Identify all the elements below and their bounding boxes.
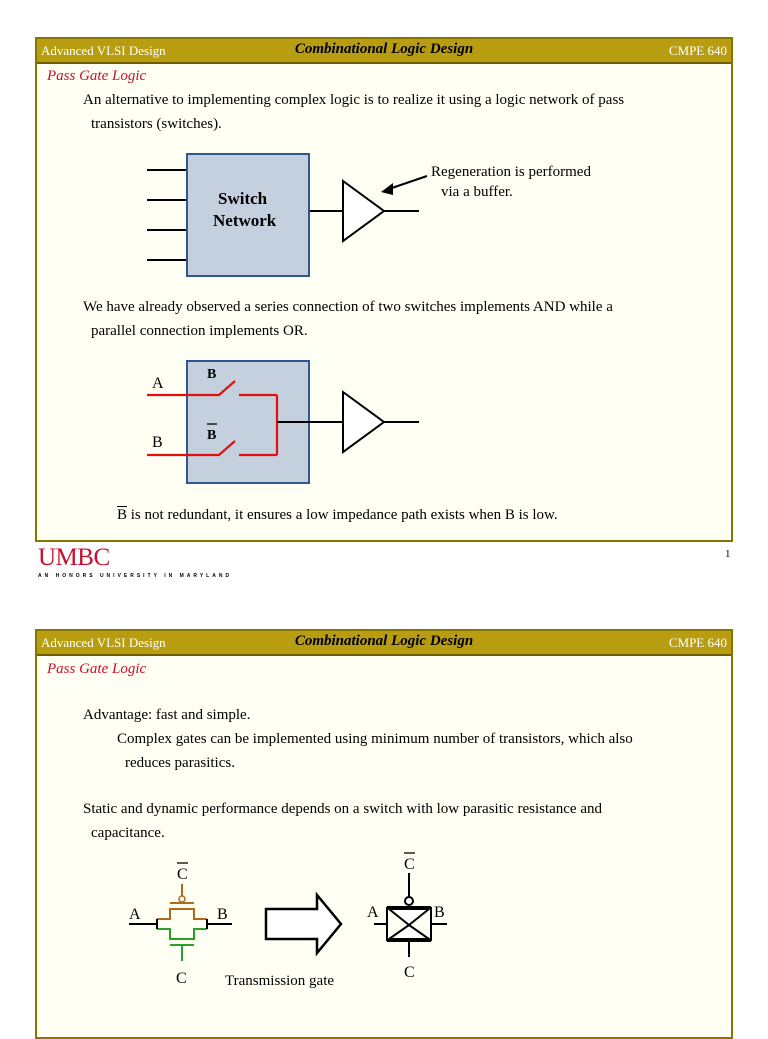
sym-a-label: A	[367, 904, 379, 921]
slide-header-2	[37, 631, 731, 656]
para2-line-2: parallel connection implements OR.	[91, 323, 308, 339]
chapter-title: Combinational Logic Design	[294, 41, 474, 57]
block-label-2: Network	[213, 211, 277, 230]
para2-line-1: We have already observed a series connection of two switches implements AND while a	[83, 299, 613, 315]
note-text	[117, 503, 558, 527]
input-a-label: A	[152, 375, 164, 392]
umbc-logo	[38, 545, 232, 579]
switch-label-bbar: B	[207, 428, 217, 443]
annotation-line-2: via a buffer.	[441, 184, 513, 200]
course-name-2: Advanced VLSI Design	[41, 635, 166, 650]
intro-text-2: transistors (switches).	[91, 116, 222, 132]
input-b-label: B	[152, 434, 163, 451]
logo-text: UMBC	[38, 544, 110, 571]
slide-title: Pass Gate Logic	[47, 68, 147, 84]
slide-title-2: Pass Gate Logic	[47, 661, 147, 677]
tg-c-label: C	[176, 970, 187, 987]
buffer-symbol	[343, 181, 384, 241]
logo-subtext: AN HONORS UNIVERSITY IN MARYLAND	[38, 573, 233, 579]
tg-caption: Transmission gate	[225, 973, 335, 989]
switch-label-b: B	[207, 367, 217, 382]
sym-c-label: C	[404, 964, 415, 981]
chapter-title-2: Combinational Logic Design	[294, 633, 474, 649]
annotation-line-1: Regeneration is performed	[431, 164, 591, 180]
tg-b-label: B	[217, 906, 228, 923]
slide-2	[35, 629, 733, 1039]
advantage-detail-1: Complex gates can be implemented using minimum number of transistors, which also	[117, 731, 633, 747]
course-name: Advanced VLSI Design	[41, 43, 166, 58]
block-label-1: Switch	[218, 189, 268, 208]
course-code: CMPE 640	[668, 43, 727, 58]
slide-1	[35, 37, 733, 542]
buffer-symbol-2	[343, 392, 384, 452]
course-code-2: CMPE 640	[668, 635, 727, 650]
arrow-icon	[381, 183, 393, 195]
nmos-transistor	[157, 929, 207, 961]
note-rest: is not redundant, it ensures a low impedance path exists when B is low.	[127, 507, 558, 523]
static-line-1: Static and dynamic performance depends on a switch with low parasitic resistance and	[83, 801, 602, 817]
switch-example-diagram	[37, 339, 735, 479]
sym-b-label: B	[434, 904, 445, 921]
pmos-transistor	[157, 884, 207, 919]
advantage-text: Advantage: fast and simple.	[83, 707, 251, 723]
switch-network-diagram	[37, 39, 735, 230]
transmission-gate-diagram	[37, 851, 735, 1011]
advantage-detail-2: reduces parasitics.	[125, 755, 235, 771]
sym-cbar-label: C	[404, 856, 415, 873]
static-line-2: capacitance.	[91, 825, 165, 841]
block-arrow-icon	[266, 895, 341, 953]
note-bbar: $\overline{B}$	[117, 507, 128, 523]
page-number: 1	[725, 548, 731, 560]
intro-text: An alternative to implementing complex logic is to realize it using a logic network of pass	[83, 92, 625, 108]
tg-a-label: A	[129, 906, 141, 923]
tg-cbar-label: C	[177, 866, 188, 883]
